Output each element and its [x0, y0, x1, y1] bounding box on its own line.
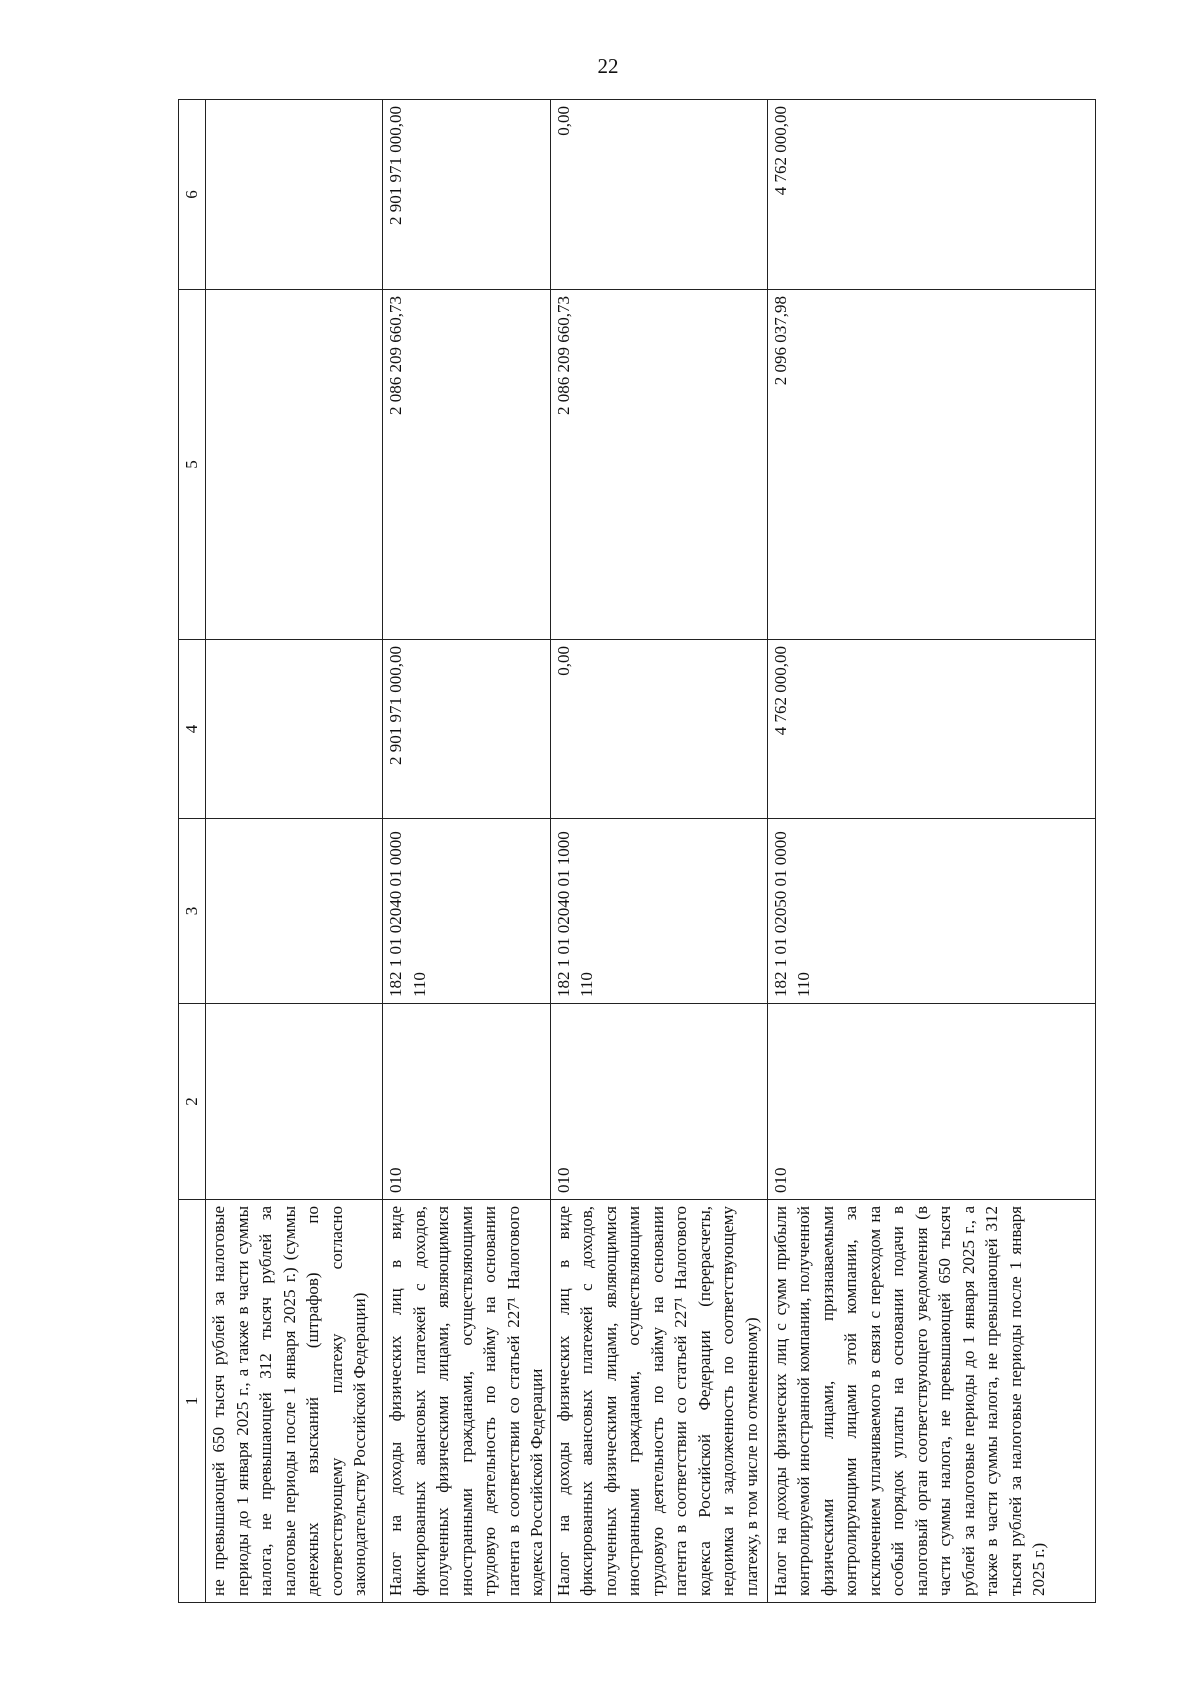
table-row	[550, 100, 767, 1603]
admin-code-cell: 010	[383, 1004, 551, 1200]
column-header: 5	[179, 290, 206, 640]
amount-cell	[206, 640, 383, 819]
kbk-cell: 182 1 01 02050 01 0000 110	[767, 819, 1095, 1004]
description-cell: Налог на доходы физических лиц с сумм прибыли контролируемой иностранной компании, полученной физическими лицами, признаваемыми контролирующими лицами этой компании, за исключением уплачиваемого в связи с переходом на особый порядок уплаты на основании подачи в налоговый орган соответствующего уведомления (в части суммы налога, не превышающей 650 тысяч рублей за налоговые периоды до 1 января 2025 г., а также в части суммы налога, не превышающей 312 тысяч рублей за налоговые периоды после 1 января 2025 г.)	[767, 1200, 1095, 1603]
budget-revenue-table	[178, 99, 1096, 1603]
kbk-cell: 182 1 01 02040 01 0000 110	[383, 819, 551, 1004]
page-number: 22	[597, 54, 619, 78]
column-header: 4	[179, 640, 206, 819]
amount-cell: 4 762 000,00	[767, 640, 1095, 819]
admin-code-cell: 010	[550, 1004, 767, 1200]
amount-cell: 2 096 037,98	[767, 290, 1095, 640]
amount-cell: 2 086 209 660,73	[383, 290, 551, 640]
amount-cell	[206, 100, 383, 290]
table-row	[206, 100, 383, 1603]
amount-cell: 4 762 000,00	[767, 100, 1095, 290]
amount-cell: 2 901 971 000,00	[383, 100, 551, 290]
column-header: 3	[179, 819, 206, 1004]
kbk-cell: 182 1 01 02040 01 1000 110	[550, 819, 767, 1004]
table-row	[383, 100, 551, 1603]
column-number-row	[179, 100, 206, 1603]
amount-cell: 2 086 209 660,73	[550, 290, 767, 640]
description-cell: не превышающей 650 тысяч рублей за налоговые периоды до 1 января 2025 г., а также в части суммы налога, не превышающей 312 тысяч рублей за налоговые периоды после 1 января 2025 г.) (суммы денежных взысканий (штрафов) по соответствующему платежу согласно законодательству Российской Федерации)	[206, 1200, 383, 1603]
admin-code-cell	[206, 1004, 383, 1200]
rotated-table-container	[178, 100, 1093, 1603]
amount-cell: 0,00	[550, 100, 767, 290]
table-row	[767, 100, 1095, 1603]
column-header: 6	[179, 100, 206, 290]
amount-cell: 0,00	[550, 640, 767, 819]
amount-cell: 2 901 971 000,00	[383, 640, 551, 819]
description-cell: Налог на доходы физических лиц в виде фиксированных авансовых платежей с доходов, полученных физическими лицами, являющимися иностранными гражданами, осуществляющими трудовую деятельность по найму на основании патента в соответствии со статьей 227¹ Налогового кодекса Российской Федерации (перерасчеты, недоимка и задолженность по соответствующему платежу, в том числе по отмененному)	[550, 1200, 767, 1603]
kbk-cell	[206, 819, 383, 1004]
admin-code-cell: 010	[767, 1004, 1095, 1200]
column-header: 1	[179, 1200, 206, 1603]
description-cell: Налог на доходы физических лиц в виде фиксированных авансовых платежей с доходов, полученных физическими лицами, являющимися иностранными гражданами, осуществляющими трудовую деятельность по найму на основании патента в соответствии со статьей 227¹ Налогового кодекса Российской Федерации	[383, 1200, 551, 1603]
column-header: 2	[179, 1004, 206, 1200]
amount-cell	[206, 290, 383, 640]
